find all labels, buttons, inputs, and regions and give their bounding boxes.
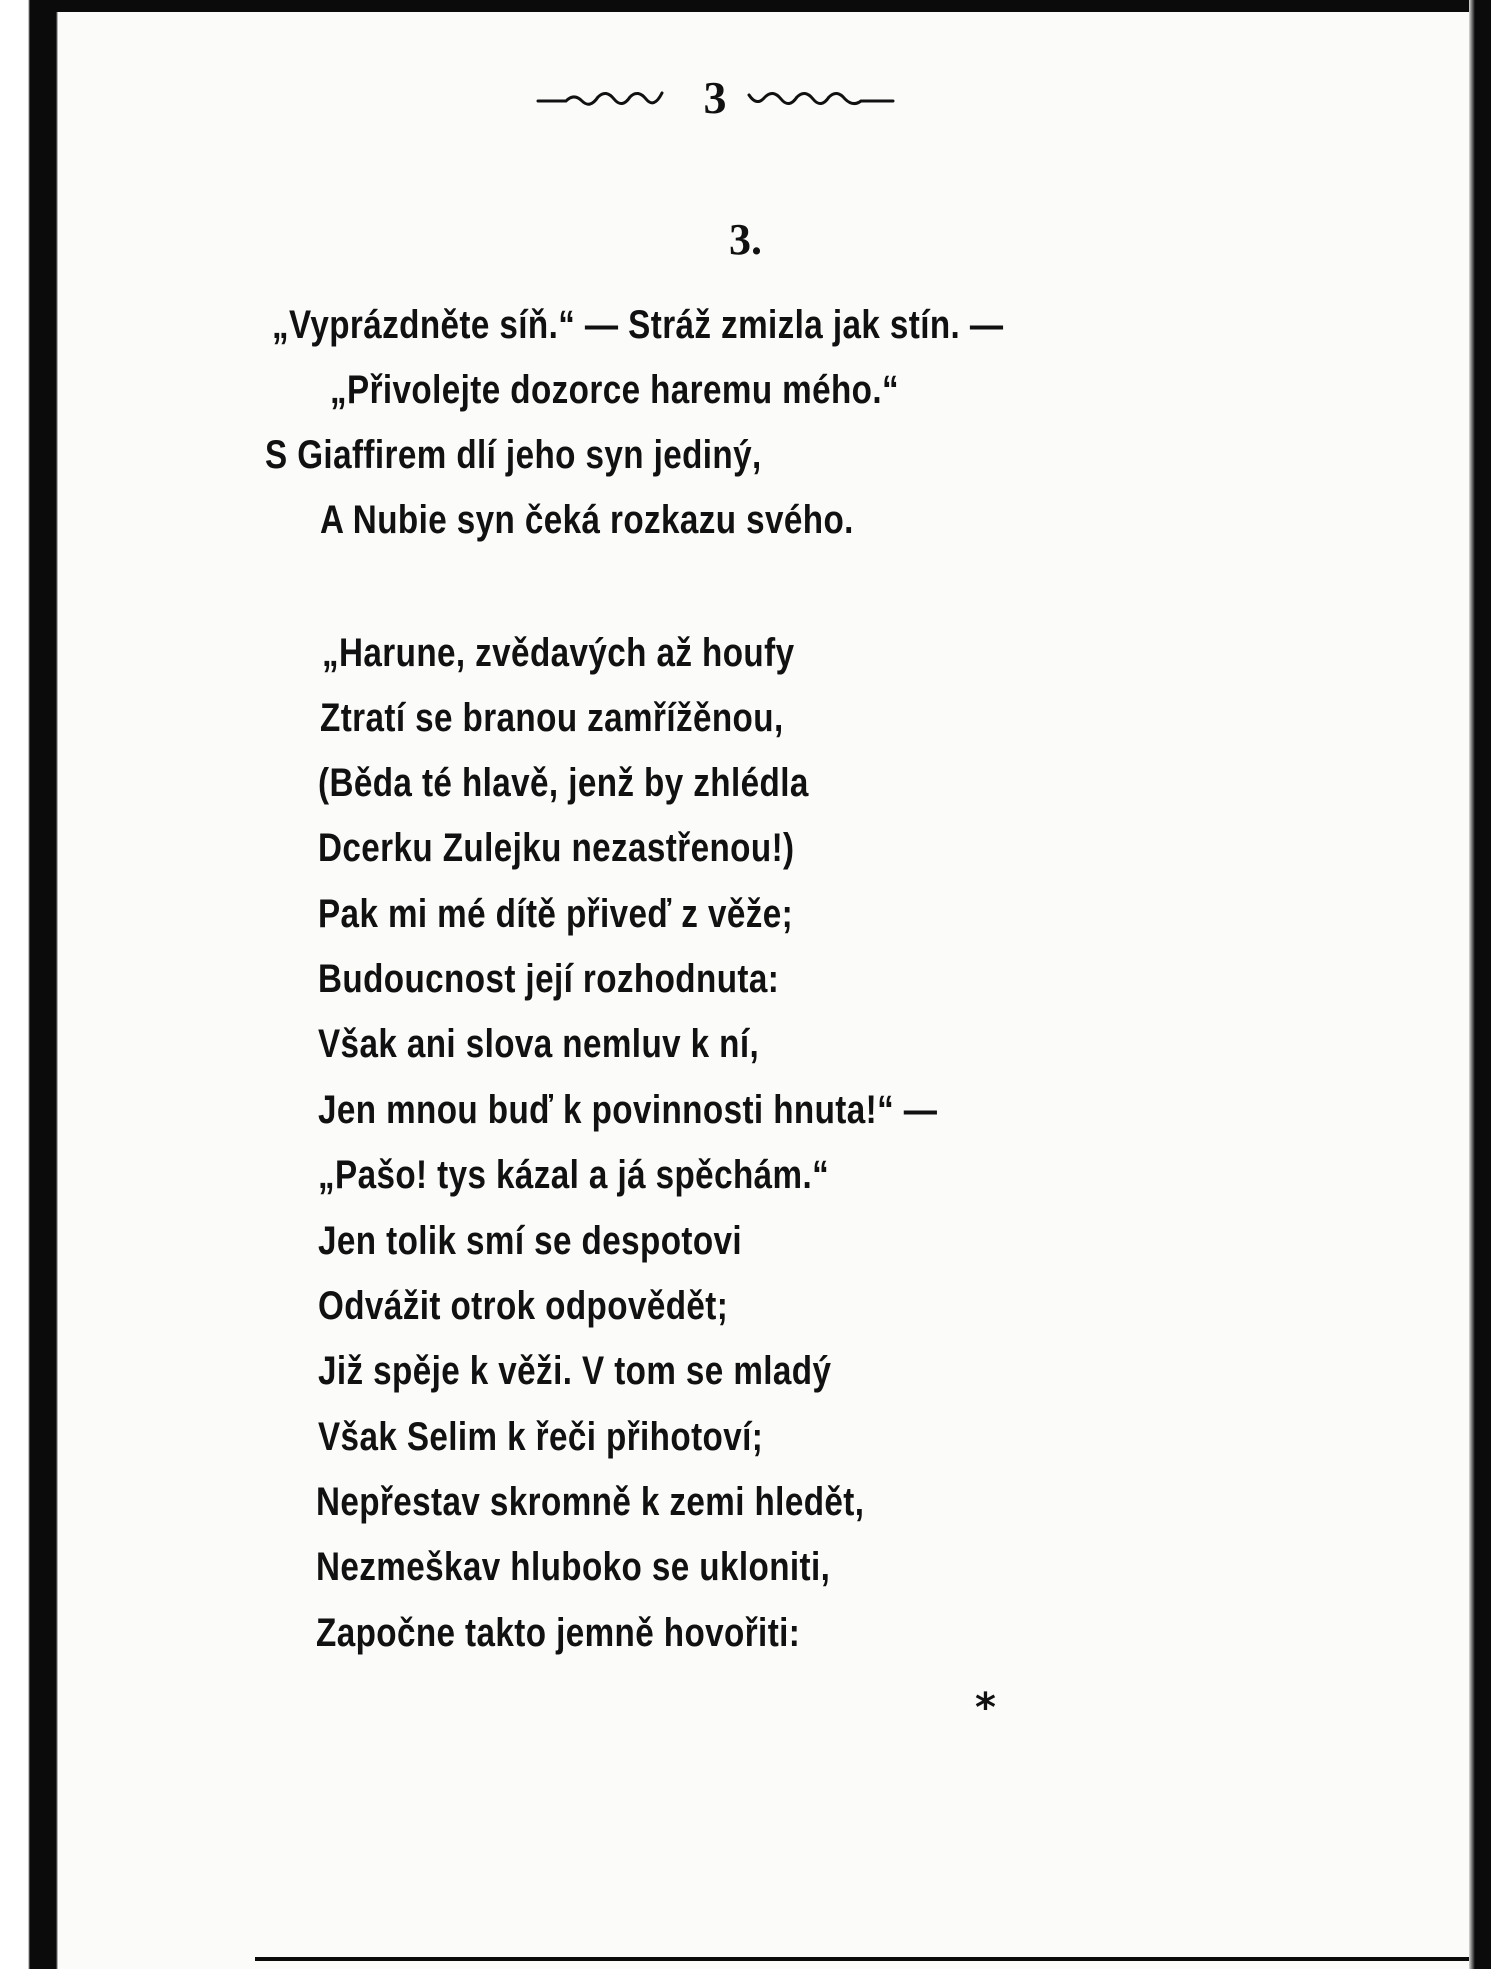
poem-line: S Giaffirem dlí jeho syn jediný, <box>265 433 762 477</box>
poem-line: Jen tolik smí se despotovi <box>318 1219 743 1263</box>
poem-line: Odvážit otrok odpovědět; <box>318 1284 729 1328</box>
poem-line: Jen mnou buď k povinnosti hnuta!“ — <box>318 1088 938 1132</box>
poem-line: „Přivolejte dozorce haremu mého.“ <box>330 368 900 412</box>
poem-line: Budoucnost její rozhodnuta: <box>318 957 780 1001</box>
page-number: 3 <box>703 72 727 123</box>
poem-line: Dcerku Zulejku nezastřenou!) <box>318 826 795 870</box>
poem-line: Již spěje k věži. V tom se mladý <box>318 1349 832 1393</box>
poem-line: „Pašo! tys kázal a já spěchám.“ <box>318 1153 830 1197</box>
poem-line: Však Selim k řeči přihotoví; <box>318 1415 764 1459</box>
poem-line: „Harune, zvědavých až houfy <box>322 631 795 675</box>
poem-line: „Vyprázdněte síň.“ — Stráž zmizla jak stín. — <box>272 303 1004 347</box>
poem-line: Pak mi mé dítě přiveď z věže; <box>318 892 794 936</box>
poem-line: Nepřestav skromně k zemi hledět, <box>316 1480 865 1524</box>
poem-line: Však ani slova nemluv k ní, <box>318 1022 760 1066</box>
poem-line: Ztratí se branou zamřížěnou, <box>320 696 784 740</box>
asterisk-mark: * <box>975 1685 996 1731</box>
poem-line: A Nubie syn čeká rozkazu svého. <box>320 498 854 542</box>
section-number: 3. <box>729 215 762 264</box>
poem-line: (Běda té hlavě, jenž by zhlédla <box>318 761 809 805</box>
poem-line: Započne takto jemně hovořiti: <box>316 1611 801 1655</box>
poem-line: Nezmeškav hluboko se ukloniti, <box>316 1545 831 1589</box>
